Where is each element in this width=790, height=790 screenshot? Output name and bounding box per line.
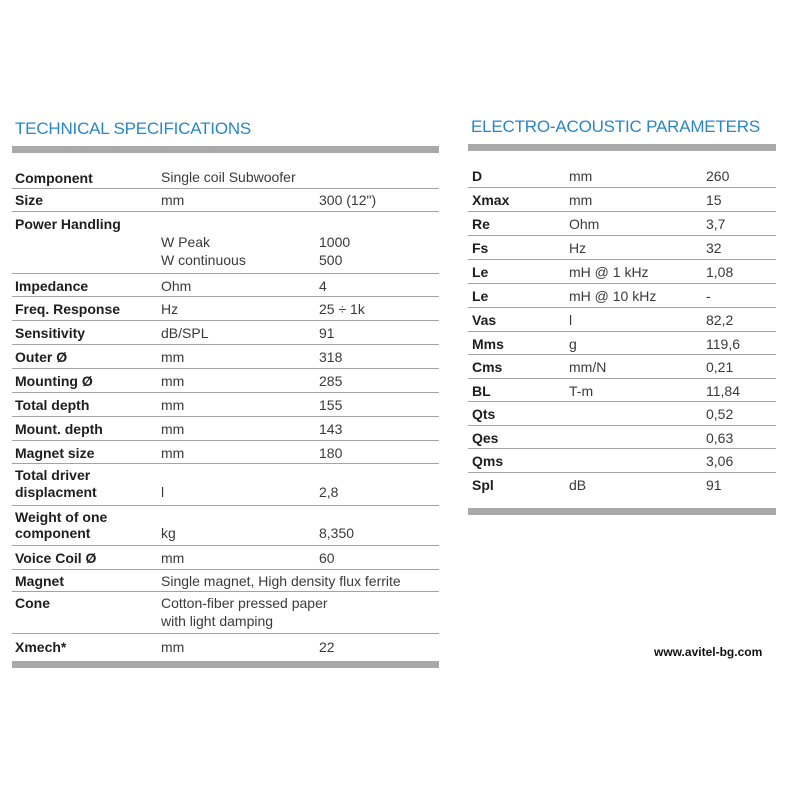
table-row — [468, 426, 776, 449]
param-value: - — [706, 288, 711, 304]
param-label: Qes — [472, 430, 499, 446]
spec-unit: mm — [161, 550, 185, 566]
param-unit: mm/N — [569, 359, 607, 375]
table-row — [468, 284, 776, 308]
param-value: 15 — [706, 192, 722, 208]
spec-value: 2,8 — [319, 484, 339, 500]
power-continuous-value: 500 — [319, 252, 343, 268]
spec-label: Outer Ø — [15, 349, 68, 365]
table-row — [468, 473, 776, 497]
param-label: BL — [472, 383, 491, 399]
spec-label: Power Handling — [15, 216, 121, 232]
table-row — [12, 321, 439, 345]
spec-unit: l — [161, 484, 165, 500]
spec-unit: mm — [161, 349, 185, 365]
param-value: 0,21 — [706, 359, 734, 375]
spec-unit: mm — [161, 373, 185, 389]
param-value: 260 — [706, 168, 730, 184]
table-row — [12, 417, 439, 441]
spec-label: Total driver — [15, 467, 91, 483]
spec-label-line2: displacment — [15, 484, 97, 500]
spec-value: 155 — [319, 397, 343, 413]
param-unit: dB — [569, 477, 587, 493]
spec-label: Weight of one — [15, 509, 108, 525]
spec-unit: kg — [161, 525, 176, 541]
spec-unit: dB/SPL — [161, 325, 209, 341]
spec-label: Mount. depth — [15, 421, 103, 437]
spec-label: Sensitivity — [15, 325, 86, 341]
spec-unit: Single magnet, High density flux ferrite — [161, 573, 401, 589]
spec-unit: Hz — [161, 301, 179, 317]
param-label: Cms — [472, 359, 503, 375]
table-row — [12, 189, 439, 212]
spec-unit: mm — [161, 445, 185, 461]
spec-value: 22 — [319, 639, 335, 655]
spec-unit: Cotton-fiber pressed paper — [161, 595, 328, 611]
param-unit: g — [569, 336, 577, 352]
param-value: 32 — [706, 240, 722, 256]
param-label: Mms — [472, 336, 504, 352]
left-top-divider — [12, 146, 439, 153]
spec-unit: mm — [161, 421, 185, 437]
param-label: D — [472, 168, 483, 184]
spec-value: 4 — [319, 278, 327, 294]
table-row — [12, 165, 439, 189]
table-row — [12, 441, 439, 464]
param-value: 3,06 — [706, 453, 734, 469]
table-row — [12, 274, 439, 297]
table-row — [468, 212, 776, 236]
table-row — [468, 308, 776, 332]
technical-specifications-heading: TECHNICAL SPECIFICATIONS — [15, 119, 252, 138]
spec-unit-line2: with light damping — [161, 613, 274, 629]
table-row — [12, 464, 439, 506]
technical-specifications-table — [12, 165, 439, 658]
table-row — [468, 379, 776, 402]
right-top-divider — [468, 144, 776, 151]
power-peak-unit: W Peak — [161, 234, 211, 250]
spec-value: 180 — [319, 445, 343, 461]
param-label: Le — [472, 288, 489, 304]
electro-acoustic-parameters-heading: ELECTRO-ACOUSTIC PARAMETERS — [471, 117, 760, 136]
param-label: Qms — [472, 453, 504, 469]
spec-label: Magnet — [15, 573, 64, 589]
param-value: 11,84 — [706, 383, 740, 399]
param-unit: mm — [569, 168, 593, 184]
spec-label: Voice Coil Ø — [15, 550, 97, 566]
table-row — [12, 592, 439, 634]
table-row — [12, 297, 439, 321]
spec-label: Size — [15, 192, 44, 208]
table-row — [468, 164, 776, 188]
power-peak-value: 1000 — [319, 234, 351, 250]
table-row — [468, 236, 776, 260]
table-row — [12, 570, 439, 592]
spec-unit: Single coil Subwoofer — [161, 169, 296, 185]
spec-label: Impedance — [15, 278, 89, 294]
right-bottom-divider — [468, 508, 776, 515]
param-label: Fs — [472, 240, 489, 256]
power-continuous-unit: W continuous — [161, 252, 246, 268]
spec-value: 300 (12") — [319, 192, 377, 208]
param-unit: Ohm — [569, 216, 600, 232]
spec-value: 318 — [319, 349, 343, 365]
spec-label: Xmech* — [15, 639, 67, 655]
table-row — [12, 506, 439, 546]
param-value: 3,7 — [706, 216, 726, 232]
spec-label-line2: component — [15, 525, 91, 541]
table-row — [468, 188, 776, 212]
spec-label: Magnet size — [15, 445, 95, 461]
table-row — [468, 332, 776, 355]
table-row — [12, 546, 439, 570]
spec-label: Cone — [15, 595, 50, 611]
param-label: Re — [472, 216, 490, 232]
param-value: 0,63 — [706, 430, 734, 446]
table-row — [12, 369, 439, 393]
param-unit: l — [569, 312, 573, 328]
table-row — [12, 393, 439, 417]
electro-acoustic-parameters-table — [468, 164, 776, 497]
spec-value: 8,350 — [319, 525, 355, 541]
website-url[interactable]: www.avitel-bg.com — [654, 645, 763, 659]
param-value: 82,2 — [706, 312, 734, 328]
spec-value: 143 — [319, 421, 343, 437]
param-label: Qts — [472, 406, 496, 422]
spec-label: Freq. Response — [15, 301, 121, 317]
spec-label: Mounting Ø — [15, 373, 93, 389]
param-value: 0,52 — [706, 406, 734, 422]
table-row — [12, 212, 439, 274]
param-value: 119,6 — [706, 336, 740, 352]
spec-unit: mm — [161, 639, 185, 655]
param-unit: Hz — [569, 240, 587, 256]
param-label: Spl — [472, 477, 494, 493]
spec-unit: Ohm — [161, 278, 192, 294]
spec-value: 91 — [319, 325, 335, 341]
spec-label: Component — [15, 170, 93, 186]
spec-value: 285 — [319, 373, 343, 389]
param-value: 1,08 — [706, 264, 734, 280]
left-bottom-divider — [12, 661, 439, 668]
table-row — [468, 355, 776, 379]
table-row — [12, 345, 439, 369]
spec-unit: mm — [161, 192, 185, 208]
table-row — [468, 260, 776, 284]
table-row — [468, 449, 776, 473]
spec-value: 60 — [319, 550, 335, 566]
param-unit: mH @ 1 kHz — [569, 264, 649, 280]
spec-value: 25 ÷ 1k — [319, 301, 365, 317]
spec-unit: mm — [161, 397, 185, 413]
param-value: 91 — [706, 477, 722, 493]
param-unit: mH @ 10 kHz — [569, 288, 657, 304]
table-row — [468, 402, 776, 426]
spec-label: Total depth — [15, 397, 90, 413]
table-row — [12, 634, 439, 658]
param-label: Vas — [472, 312, 497, 328]
param-unit: T-m — [569, 383, 594, 399]
param-label: Xmax — [472, 192, 510, 208]
param-label: Le — [472, 264, 489, 280]
param-unit: mm — [569, 192, 593, 208]
